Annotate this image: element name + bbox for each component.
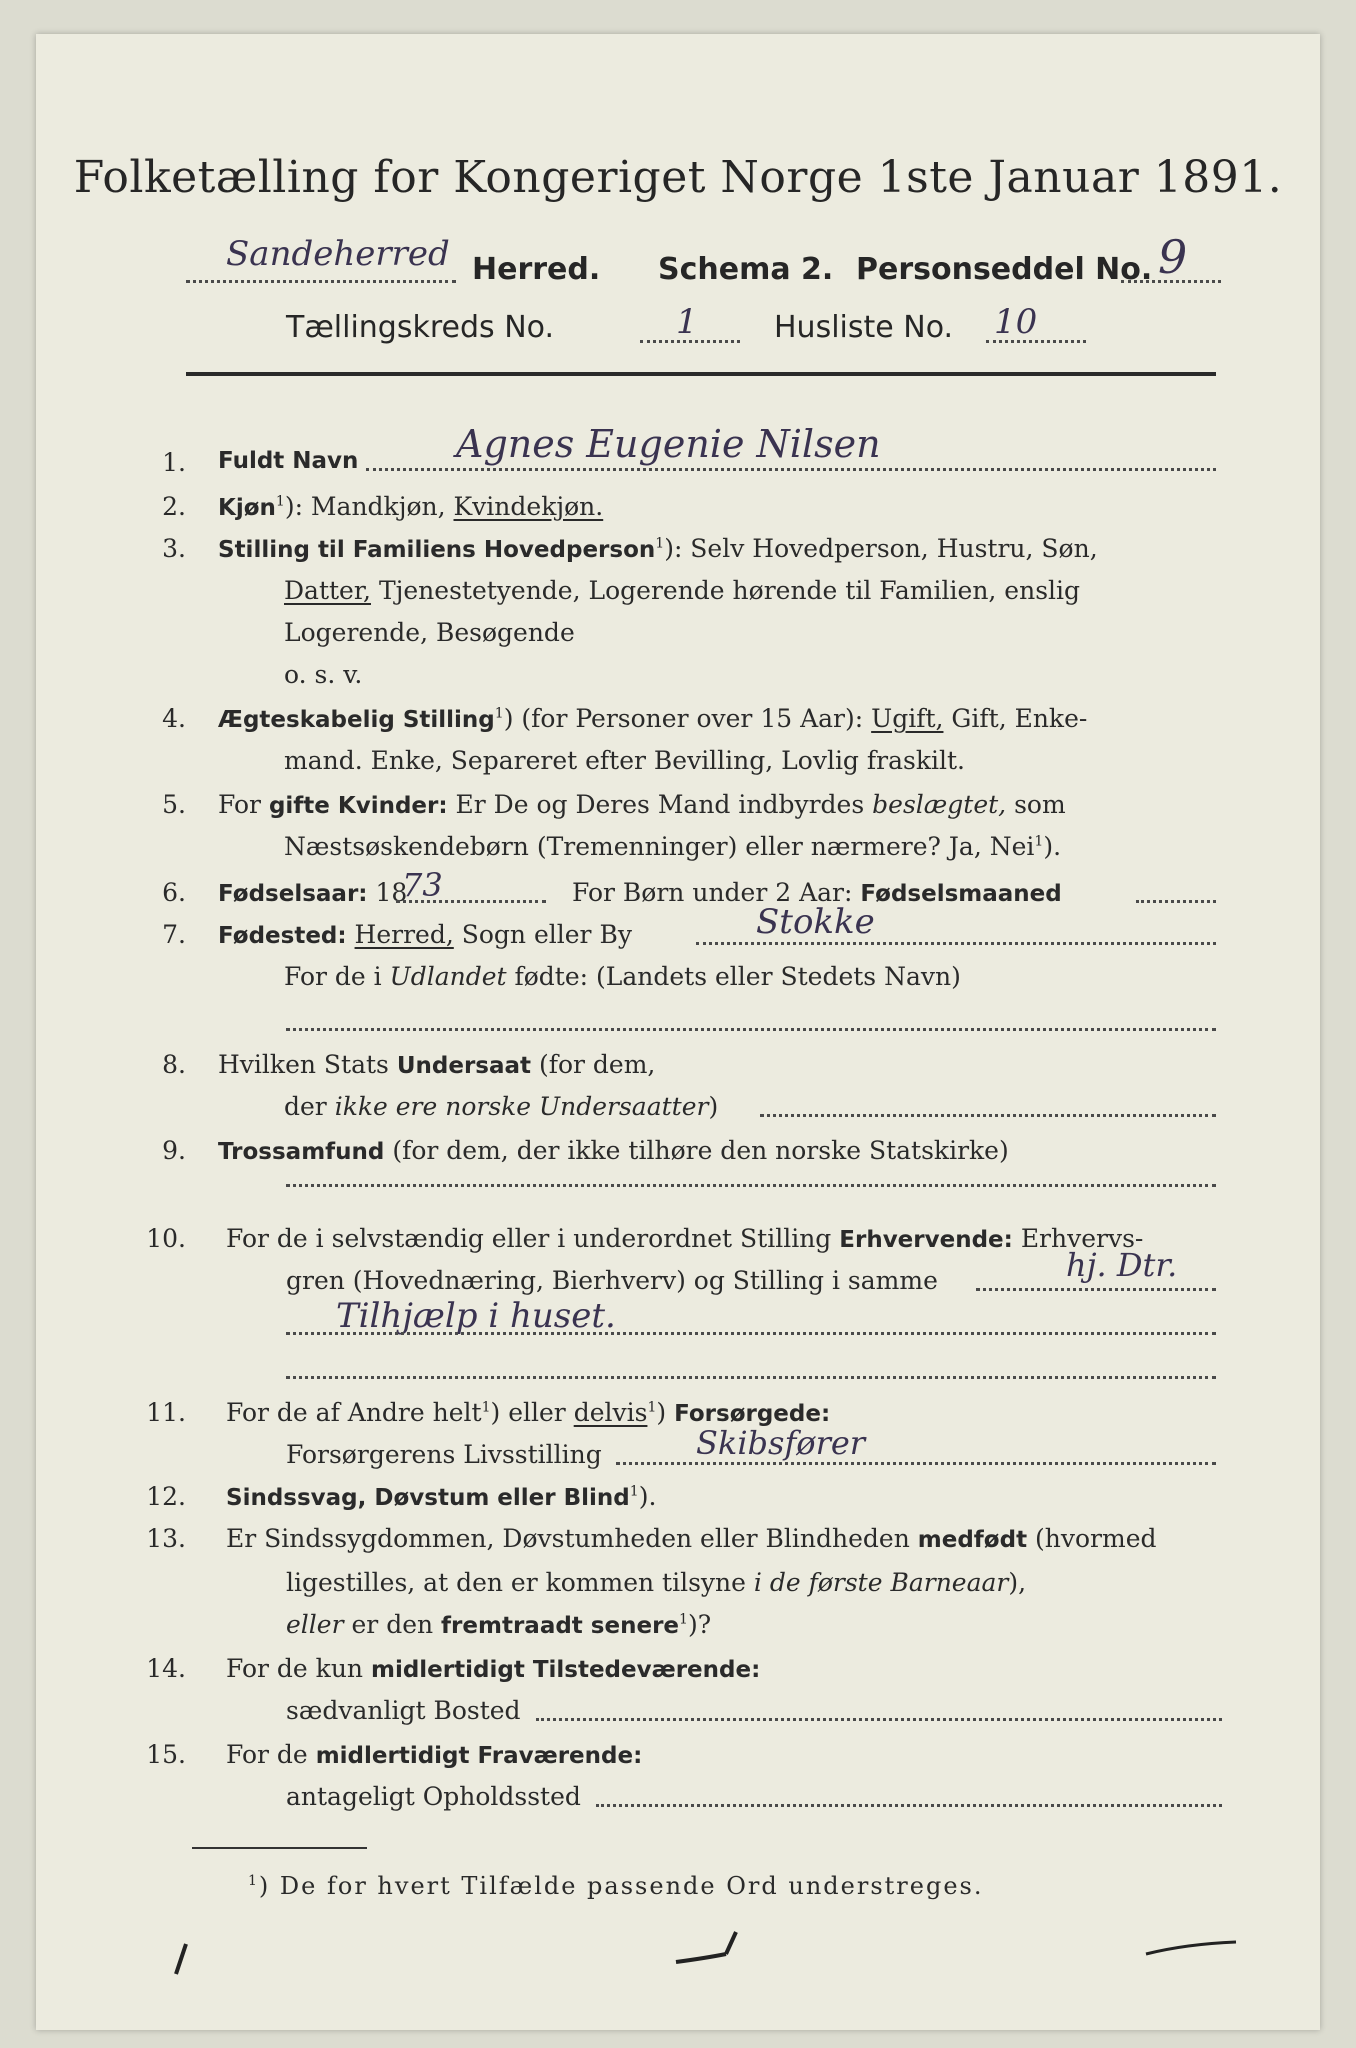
item-3-label: Stilling til Familiens Hovedperson: [218, 537, 656, 563]
item-1-dots: [366, 468, 1216, 471]
item-7-line-2-b: fødte: (Landets eller Stedets Navn): [514, 962, 961, 991]
item-11-text-c: ): [656, 1398, 667, 1427]
item-13-number: 13.: [146, 1524, 186, 1553]
personseddel-dots: [1121, 280, 1221, 283]
item-11-label: Forsørgede:: [674, 1401, 831, 1427]
item-8-text-b: (for dem,: [538, 1050, 656, 1079]
item-15-dots: [596, 1804, 1222, 1807]
item-14-label: midlertidigt Tilstedeværende:: [370, 1657, 761, 1683]
pen-mark-middle: [676, 1932, 736, 1962]
occupation-value-2: Tilhjælp i huset.: [336, 1296, 616, 1336]
item-1-number: 1.: [162, 448, 186, 477]
item-3-line-3: Logerende, Besøgende: [284, 618, 575, 647]
item-5-line-2: [284, 832, 1061, 861]
item-13-line-2-italic: i de første Barneaar: [753, 1568, 1009, 1597]
item-6-dots-a: [396, 900, 546, 903]
item-13-line-3: [286, 1610, 711, 1639]
schema-label: Schema 2.: [658, 252, 834, 287]
taellingskreds-label: Tællingskreds No.: [286, 310, 554, 345]
item-8-line-2-b: ): [708, 1092, 719, 1121]
item-13-line-1: [226, 1524, 1157, 1553]
item-10-line-2: gren (Hovednæring, Bierhverv) og Stilling i samme: [286, 1266, 938, 1295]
item-12-label: Sindssvag, Døvstum eller Blind: [226, 1485, 630, 1511]
item-5-line-1: [218, 790, 1066, 819]
item-3-underlined-option: Datter,: [284, 576, 371, 605]
birthplace-value: Stokke: [756, 902, 875, 942]
personseddel-value: 9: [1158, 230, 1188, 284]
item-7-label: Fødested:: [218, 923, 347, 949]
footnote-sup: 1: [248, 1873, 259, 1889]
item-2-underlined-option: Kvindekjøn.: [453, 492, 604, 521]
item-6-dots-b: [1136, 900, 1216, 903]
item-3-sup: 1: [655, 535, 665, 552]
item-2-text-a: ): Mandkjøn,: [284, 492, 446, 521]
item-13-line-2: [286, 1568, 1026, 1597]
herred-label: Herred.: [472, 252, 601, 287]
item-14-number: 14.: [146, 1654, 186, 1683]
pen-mark-right: [1146, 1942, 1236, 1954]
item-7-dots: [696, 942, 1216, 945]
item-13-line-2-a: ligestilles, at den er kommen tilsyne: [286, 1568, 746, 1597]
husliste-value: 10: [994, 302, 1038, 342]
item-13-label: medfødt: [917, 1527, 1028, 1553]
item-13-text-b: (hvormed: [1035, 1524, 1157, 1553]
item-9-number: 9.: [162, 1136, 186, 1165]
item-3-line-2-text: Tjenestetyende, Logerende hørende til Familien, enslig: [378, 576, 1081, 605]
item-10-label: Erhvervende:: [839, 1227, 1013, 1253]
footnote-rule: [192, 1847, 367, 1849]
item-15-line-2: antageligt Opholdssted: [286, 1782, 581, 1811]
herred-dots: [186, 280, 456, 283]
item-6-line: [218, 878, 407, 907]
item-15-line-1: [226, 1740, 642, 1769]
item-4-underlined-option: Ugift,: [871, 704, 944, 733]
item-11-underlined-option: delvis: [573, 1398, 648, 1427]
item-7-text-a: Sogn eller By: [461, 920, 632, 949]
item-4-text-b: Gift, Enke-: [951, 704, 1088, 733]
item-7-line-2-a: For de i: [284, 962, 382, 991]
item-13-line-2-b: ),: [1008, 1568, 1027, 1597]
item-7-line-1: [218, 920, 632, 949]
item-6-number: 6.: [162, 878, 186, 907]
item-13-line-3-italic: eller: [286, 1610, 344, 1639]
item-11-sup: 1: [481, 1399, 491, 1416]
footnote: [248, 1872, 983, 1900]
item-15-label: midlertidigt Fraværende:: [315, 1743, 643, 1769]
item-10-text-b: Erhvervs-: [1020, 1224, 1144, 1253]
item-8-line-2: [284, 1092, 718, 1121]
item-4-line-1: [218, 704, 1087, 733]
item-4-number: 4.: [162, 704, 186, 733]
item-2-label: Kjøn: [218, 495, 276, 521]
item-6-label-b: Fødselsmaaned: [860, 881, 1062, 907]
item-10-text-a: For de i selvstændig eller i underordnet Stilling: [226, 1224, 832, 1253]
item-11-dots: [616, 1462, 1216, 1465]
item-13-line-3-label: fremtraadt senere: [441, 1613, 680, 1639]
census-form-page: [36, 34, 1320, 2030]
item-15-text-a: For de: [226, 1740, 308, 1769]
item-8-line-1: [218, 1050, 655, 1079]
item-4-label: Ægteskabelig Stilling: [218, 707, 495, 733]
item-15-number: 15.: [146, 1740, 186, 1769]
pen-marks: [36, 1914, 1320, 1994]
herred-value: Sandeherred: [226, 234, 450, 274]
item-8-dots: [760, 1114, 1216, 1117]
item-13-line-3-b: )?: [687, 1610, 712, 1639]
item-5-text-c: som: [1014, 790, 1066, 819]
item-3-line-4: o. s. v.: [284, 660, 363, 689]
item-5-line-2-text: Næstsøskendebørn (Tremenninger) eller nærmere? Ja, Nei: [284, 832, 1035, 861]
item-11-text-a: For de af Andre helt: [226, 1398, 482, 1427]
header-rule: [186, 372, 1216, 376]
item-4-text-a: ) (for Personer over 15 Aar):: [503, 704, 864, 733]
husliste-label: Husliste No.: [774, 310, 954, 345]
item-1-label: Fuldt Navn: [218, 448, 359, 474]
pen-mark-left: [176, 1944, 186, 1974]
item-7-number: 7.: [162, 920, 186, 949]
item-5-text-a: For: [218, 790, 261, 819]
item-6-text-a: For Børn under 2 Aar:: [572, 878, 853, 907]
full-name-value: Agnes Eugenie Nilsen: [456, 422, 881, 466]
item-4-line-2: mand. Enke, Separeret efter Bevilling, Lovlig fraskilt.: [284, 746, 965, 775]
item-14-line-1: [226, 1654, 760, 1683]
item-11-sup-2: 1: [647, 1399, 657, 1416]
item-8-line-2-italic: ikke ere norske Undersaatter: [334, 1092, 709, 1121]
item-9-line: [218, 1136, 1009, 1165]
item-5-label: gifte Kvinder:: [268, 793, 448, 819]
husliste-dots: [986, 340, 1086, 343]
personseddel-label: Personseddel No.: [856, 252, 1153, 287]
item-14-dots: [536, 1718, 1222, 1721]
taellingskreds-value: 1: [676, 302, 698, 342]
item-4-sup: 1: [494, 705, 504, 722]
item-13-text-a: Er Sindssygdommen, Døvstumheden eller Blindheden: [226, 1524, 910, 1553]
item-8-number: 8.: [162, 1050, 186, 1079]
item-10-number: 10.: [146, 1224, 186, 1253]
item-3-line-1: [218, 534, 1098, 563]
form-title: Folketælling for Kongeriget Norge 1ste Januar 1891.: [73, 152, 1283, 203]
item-9-label: Trossamfund: [218, 1139, 385, 1165]
item-8-text-a: Hvilken Stats: [218, 1050, 389, 1079]
item-13-line-3-a: er den: [351, 1610, 434, 1639]
item-12-number: 12.: [146, 1482, 186, 1511]
item-5-italic: beslægtet,: [872, 790, 1007, 819]
item-12-text-a: ).: [638, 1482, 657, 1511]
occupation-value-1: hj. Dtr.: [1066, 1246, 1178, 1284]
item-10-line-1: [226, 1224, 1143, 1253]
item-11-line-2: Forsørgerens Livsstilling: [286, 1440, 602, 1469]
birth-year-prefix: 18: [375, 878, 408, 907]
item-3-number: 3.: [162, 534, 186, 563]
item-5-text-b: Er De og Deres Mand indbyrdes: [455, 790, 865, 819]
item-9-text-a: (for dem, der ikke tilhøre den norske Statskirke): [392, 1136, 1009, 1165]
item-7-dots-2: [286, 1028, 1216, 1031]
item-5-number: 5.: [162, 790, 186, 819]
birth-year-value: 73: [402, 866, 443, 904]
item-7-underlined-option: Herred,: [354, 920, 454, 949]
item-14-text-a: For de kun: [226, 1654, 364, 1683]
item-10-dots-3: [286, 1376, 1216, 1379]
item-6-label: Fødselsaar:: [218, 881, 368, 907]
item-12-sup: 1: [629, 1483, 639, 1500]
item-13-sup: 1: [679, 1611, 688, 1628]
item-8-line-2-a: der: [284, 1092, 327, 1121]
item-7-line-2-italic: Udlandet: [389, 962, 507, 991]
item-2-number: 2.: [162, 492, 186, 521]
item-10-dots-2: [286, 1332, 1216, 1335]
item-9-dots: [286, 1184, 1216, 1187]
footnote-text: ) De for hvert Tilfælde passende Ord understreges.: [258, 1872, 984, 1900]
item-14-line-2: sædvanligt Bosted: [286, 1696, 521, 1725]
item-2-line: [218, 492, 603, 521]
item-11-number: 11.: [146, 1398, 186, 1427]
item-10-dots-1: [976, 1288, 1216, 1291]
item-7-line-2: [284, 962, 961, 991]
taellingskreds-dots: [640, 340, 740, 343]
item-3-text-a: ): Selv Hovedperson, Hustru, Søn,: [664, 534, 1098, 563]
item-3-line-2: [284, 576, 1080, 605]
item-2-sup: 1: [275, 493, 285, 510]
item-11-text-b: ) eller: [490, 1398, 566, 1427]
item-12-line: [226, 1482, 656, 1511]
provider-occupation-value: Skibsfører: [696, 1424, 866, 1462]
item-5-line-2-end: ).: [1043, 832, 1062, 861]
item-8-label: Undersaat: [396, 1053, 532, 1079]
item-11-line-1: [226, 1398, 830, 1427]
item-5-sup: 1: [1034, 833, 1044, 850]
